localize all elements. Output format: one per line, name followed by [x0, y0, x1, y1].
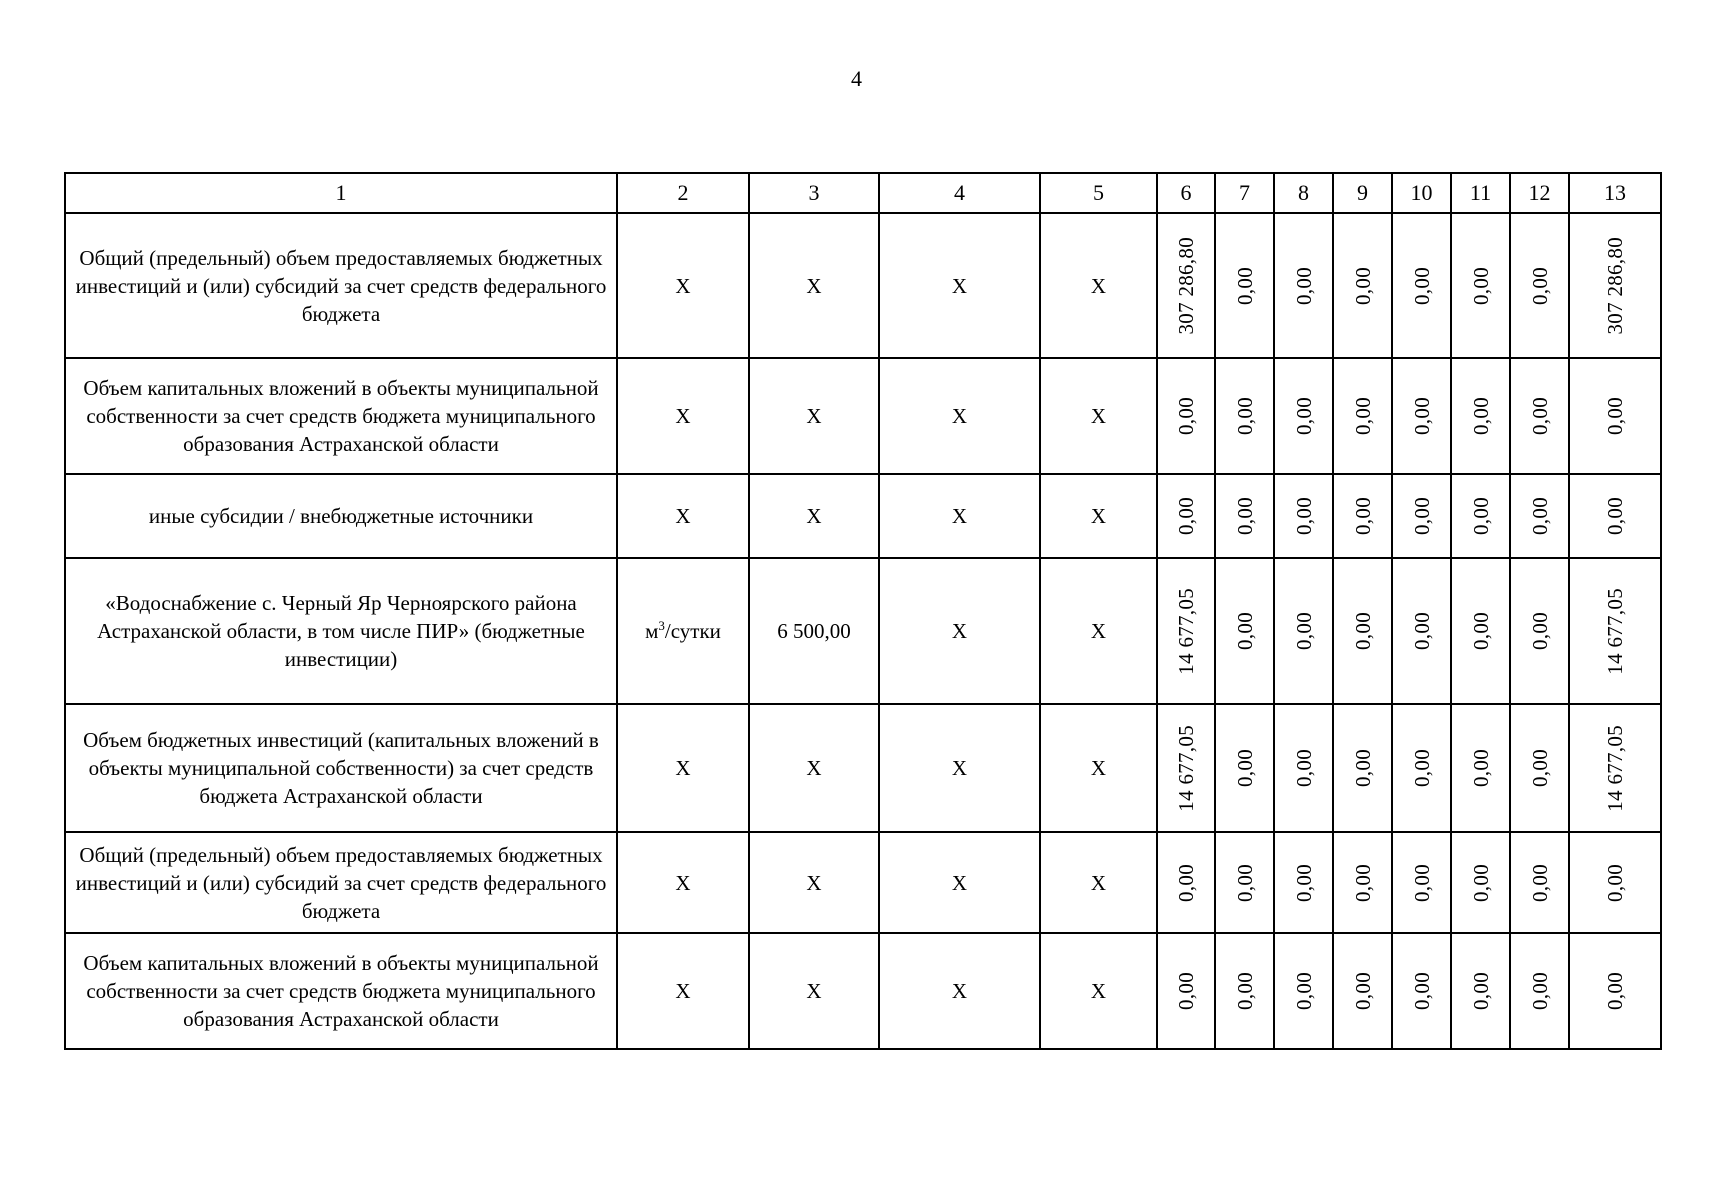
value-cell — [1157, 213, 1215, 358]
table-row — [65, 358, 1661, 474]
value-text: 307 286,80 — [1603, 236, 1627, 335]
value-cell — [1157, 474, 1215, 558]
capacity-cell: X — [749, 358, 879, 474]
value-text: 0,00 — [1232, 397, 1257, 435]
capacity-cell: 6 500,00 — [749, 558, 879, 704]
value-text: 0,00 — [1291, 497, 1316, 535]
value-text: 0,00 — [1232, 749, 1257, 787]
value-cell — [1274, 474, 1333, 558]
unit-cell: X — [617, 933, 749, 1049]
value-cell — [1510, 213, 1569, 358]
value-text: 0,00 — [1603, 397, 1627, 435]
value-cell — [1274, 933, 1333, 1049]
value-text: 0,00 — [1468, 863, 1493, 902]
value-text: 0,00 — [1291, 266, 1316, 305]
value-cell — [1569, 474, 1661, 558]
value-cell — [1569, 704, 1661, 832]
table-row — [65, 213, 1661, 358]
value-cell — [1451, 832, 1510, 933]
value-cell — [1510, 358, 1569, 474]
value-text: 0,00 — [1603, 497, 1627, 535]
unit-cell — [617, 558, 749, 704]
value-text: 0,00 — [1232, 612, 1257, 650]
value-text: 14 677,05 — [1603, 587, 1627, 675]
value-text: 0,00 — [1174, 497, 1198, 535]
value-text: 0,00 — [1174, 972, 1198, 1010]
value-text: 0,00 — [1291, 972, 1316, 1010]
value-text: 307 286,80 — [1174, 236, 1198, 335]
value-text: 0,00 — [1527, 749, 1552, 787]
value-cell — [1392, 704, 1451, 832]
value-text: 0,00 — [1527, 972, 1552, 1010]
value-text: 0,00 — [1603, 972, 1627, 1010]
col4-cell: X — [879, 474, 1040, 558]
col5-cell: X — [1040, 933, 1157, 1049]
value-cell — [1215, 832, 1274, 933]
value-cell — [1569, 832, 1661, 933]
col5-cell: X — [1040, 474, 1157, 558]
value-cell — [1569, 358, 1661, 474]
header-cell: 11 — [1451, 173, 1510, 213]
value-cell — [1333, 704, 1392, 832]
header-cell: 13 — [1569, 173, 1661, 213]
col4-cell: X — [879, 358, 1040, 474]
value-cell — [1215, 358, 1274, 474]
value-text: 0,00 — [1291, 612, 1316, 650]
value-cell — [1333, 933, 1392, 1049]
col5-cell: X — [1040, 558, 1157, 704]
value-text: 0,00 — [1350, 497, 1375, 535]
value-text: 0,00 — [1232, 972, 1257, 1010]
value-text: 14 677,05 — [1603, 724, 1627, 812]
value-cell — [1451, 558, 1510, 704]
value-cell — [1510, 933, 1569, 1049]
value-text: 0,00 — [1350, 266, 1375, 305]
row-description: Объем капитальных вложений в объекты муниципальной собственности за счет средств бюджета муниципального образования Астраханской области — [65, 933, 617, 1049]
row-description: Общий (предельный) объем предоставляемых бюджетных инвестиций и (или) субсидий за счет средств федерального бюджета — [65, 213, 617, 358]
unit-superscript: 3 — [658, 618, 665, 633]
capacity-cell: X — [749, 474, 879, 558]
unit-cell: X — [617, 358, 749, 474]
header-cell: 2 — [617, 173, 749, 213]
value-text: 0,00 — [1527, 612, 1552, 650]
value-text: 0,00 — [1527, 863, 1552, 902]
value-text: 0,00 — [1232, 497, 1257, 535]
value-text: 0,00 — [1350, 972, 1375, 1010]
value-cell — [1392, 558, 1451, 704]
value-cell — [1274, 832, 1333, 933]
table-row — [65, 474, 1661, 558]
capacity-cell: X — [749, 704, 879, 832]
row-description: Объем капитальных вложений в объекты муниципальной собственности за счет средств бюджета муниципального образования Астраханской области — [65, 358, 617, 474]
value-cell — [1274, 213, 1333, 358]
value-text: 0,00 — [1291, 397, 1316, 435]
table-row — [65, 704, 1661, 832]
value-text: 0,00 — [1409, 972, 1434, 1010]
value-cell — [1333, 358, 1392, 474]
header-cell: 5 — [1040, 173, 1157, 213]
page-number: 4 — [851, 66, 862, 91]
value-cell — [1510, 832, 1569, 933]
header-cell: 10 — [1392, 173, 1451, 213]
value-cell — [1451, 474, 1510, 558]
value-text: 0,00 — [1468, 497, 1493, 535]
value-text: 0,00 — [1409, 497, 1434, 535]
value-text: 14 677,05 — [1174, 587, 1198, 675]
unit-cell: X — [617, 213, 749, 358]
header-cell: 7 — [1215, 173, 1274, 213]
value-cell — [1157, 558, 1215, 704]
value-cell — [1569, 558, 1661, 704]
value-cell — [1451, 358, 1510, 474]
col4-cell: X — [879, 933, 1040, 1049]
value-text: 0,00 — [1527, 266, 1552, 305]
header-cell: 8 — [1274, 173, 1333, 213]
header-row — [65, 173, 1661, 213]
value-cell — [1392, 358, 1451, 474]
unit-base: м — [645, 619, 659, 643]
value-cell — [1215, 558, 1274, 704]
header-cell: 6 — [1157, 173, 1215, 213]
value-text: 0,00 — [1409, 266, 1434, 305]
value-cell — [1510, 474, 1569, 558]
value-text: 0,00 — [1409, 397, 1434, 435]
capacity-cell: X — [749, 832, 879, 933]
value-text: 0,00 — [1468, 266, 1493, 305]
value-text: 0,00 — [1174, 863, 1198, 902]
value-cell — [1215, 213, 1274, 358]
value-cell — [1215, 474, 1274, 558]
col4-cell: X — [879, 213, 1040, 358]
value-cell — [1157, 933, 1215, 1049]
value-cell — [1274, 558, 1333, 704]
col4-cell: X — [879, 832, 1040, 933]
capacity-cell: X — [749, 933, 879, 1049]
row-description: Общий (предельный) объем предоставляемых бюджетных инвестиций и (или) субсидий за счет средств федерального бюджета — [65, 832, 617, 933]
value-text: 0,00 — [1350, 863, 1375, 902]
table-row — [65, 558, 1661, 704]
value-cell — [1451, 213, 1510, 358]
value-cell — [1157, 704, 1215, 832]
value-text: 0,00 — [1291, 749, 1316, 787]
table-row — [65, 832, 1661, 933]
row-description: Объем бюджетных инвестиций (капитальных вложений в объекты муниципальной собственности) за счет средств бюджета Астраханской области — [65, 704, 617, 832]
value-text: 0,00 — [1350, 612, 1375, 650]
header-cell: 4 — [879, 173, 1040, 213]
value-text: 0,00 — [1174, 397, 1198, 435]
value-cell — [1215, 704, 1274, 832]
value-cell — [1451, 933, 1510, 1049]
value-text: 0,00 — [1232, 266, 1257, 305]
value-cell — [1569, 933, 1661, 1049]
value-cell — [1157, 832, 1215, 933]
row-description: иные субсидии / внебюджетные источники — [65, 474, 617, 558]
col5-cell: X — [1040, 213, 1157, 358]
value-cell — [1392, 832, 1451, 933]
value-text: 0,00 — [1350, 397, 1375, 435]
value-text: 0,00 — [1409, 749, 1434, 787]
header-cell: 12 — [1510, 173, 1569, 213]
unit-rest: /сутки — [664, 619, 721, 643]
col5-cell: X — [1040, 832, 1157, 933]
value-cell — [1333, 474, 1392, 558]
value-text: 0,00 — [1350, 749, 1375, 787]
col5-cell: X — [1040, 358, 1157, 474]
unit-cell: X — [617, 474, 749, 558]
value-cell — [1451, 704, 1510, 832]
value-cell — [1157, 358, 1215, 474]
value-text: 0,00 — [1468, 612, 1493, 650]
value-cell — [1274, 358, 1333, 474]
value-text: 0,00 — [1527, 497, 1552, 535]
value-cell — [1333, 213, 1392, 358]
value-text: 0,00 — [1291, 863, 1316, 902]
value-text: 0,00 — [1527, 397, 1552, 435]
header-cell: 3 — [749, 173, 879, 213]
value-cell — [1510, 558, 1569, 704]
value-cell — [1215, 933, 1274, 1049]
value-cell — [1392, 933, 1451, 1049]
capacity-cell: X — [749, 213, 879, 358]
value-text: 0,00 — [1603, 863, 1627, 902]
value-text: 0,00 — [1468, 972, 1493, 1010]
value-text: 0,00 — [1409, 612, 1434, 650]
value-text: 0,00 — [1232, 863, 1257, 902]
value-text: 14 677,05 — [1174, 724, 1198, 812]
value-cell — [1392, 213, 1451, 358]
header-cell: 9 — [1333, 173, 1392, 213]
col5-cell: X — [1040, 704, 1157, 832]
value-text: 0,00 — [1468, 397, 1493, 435]
value-cell — [1510, 704, 1569, 832]
col4-cell: X — [879, 704, 1040, 832]
unit-cell: X — [617, 832, 749, 933]
value-cell — [1274, 704, 1333, 832]
value-cell — [1333, 558, 1392, 704]
unit-cell: X — [617, 704, 749, 832]
header-cell: 1 — [65, 173, 617, 213]
value-text: 0,00 — [1468, 749, 1493, 787]
row-description: «Водоснабжение с. Черный Яр Черноярского района Астраханской области, в том числе ПИР» (бюджетные инвестиции) — [65, 558, 617, 704]
value-text: 0,00 — [1409, 863, 1434, 902]
value-cell — [1333, 832, 1392, 933]
table-row — [65, 933, 1661, 1049]
budget-table — [64, 172, 1662, 1050]
value-cell — [1569, 213, 1661, 358]
value-cell — [1392, 474, 1451, 558]
col4-cell: X — [879, 558, 1040, 704]
